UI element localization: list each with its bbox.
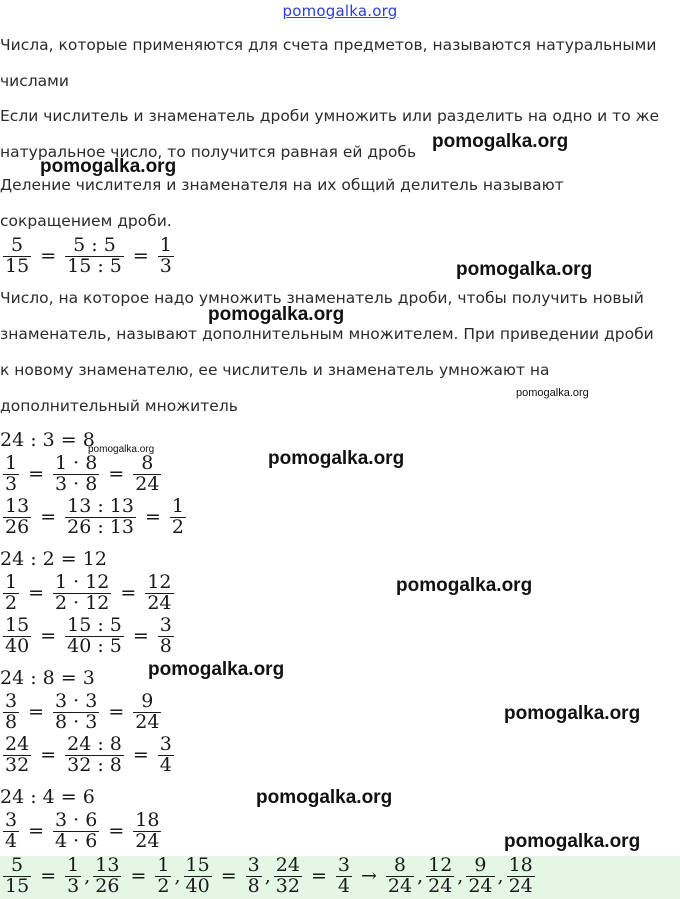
text-line: дополнительный множитель (0, 397, 238, 415)
text-line: числами (0, 72, 69, 90)
step4-fraction: $\frac{3}{4}$ = $\frac{3 \cdot 6}{4 \cdot 6}$ = $\frac{18}{24}$ (5, 809, 160, 852)
watermark: pomogalka.org (432, 131, 569, 152)
fraction: $\frac{1}{3}$ (159, 234, 172, 277)
watermark: pomogalka.org (88, 444, 155, 455)
watermark: pomogalka.org (256, 787, 393, 808)
text-line: Если числитель и знаменатель дроби умножить или разделить на одно и то же (0, 107, 660, 125)
paragraph-additional-multiplier (0, 280, 680, 424)
step2-fraction: $\frac{1}{2}$ = $\frac{1 \cdot 12}{2 \cdot 12}$ = $\frac{12}{24}$ (5, 571, 172, 614)
watermark: pomogalka.org (456, 259, 593, 280)
step2-lcm: 24 : 2 = 12 (0, 548, 107, 570)
text-line: Числа, которые применяются для счета предметов, называются натуральными (0, 36, 657, 54)
step1-fraction: $\frac{1}{3}$ = $\frac{1 \cdot 8}{3 \cdot 8}$ = $\frac{8}{24}$ (5, 452, 160, 495)
text-line: Деление числителя и знаменателя на их общий делитель называют (0, 176, 564, 194)
watermark: pomogalka.org (504, 831, 641, 852)
answer-expression: $\frac{5}{15}$ = $\frac{1}{3}$ , $\frac{13}{26}$ = $\frac{1}{2}$ , $\frac{15}{40}$ = $\frac{3}{8}$ , $\frac{24}{32}$ = $\frac{3}{4}$ → $\frac{8}{24}$ , $\frac{12}{24}$ , $\frac{9}{24}$ , $\frac{18}{24}$ (5, 856, 533, 897)
fraction: $\frac{5 : 5}{15 : 5}$ (67, 234, 122, 277)
step3-fraction: $\frac{3}{8}$ = $\frac{3 \cdot 3}{8 \cdot 3}$ = $\frac{9}{24}$ (5, 690, 160, 733)
watermark: pomogalka.org (208, 304, 345, 325)
fraction: $\frac{5}{15}$ (5, 234, 30, 277)
watermark: pomogalka.org (148, 659, 285, 680)
step1-lcm: 24 : 3 = 8 (0, 429, 95, 451)
watermark: pomogalka.org (504, 703, 641, 724)
watermark: pomogalka.org (268, 448, 405, 469)
example-reduction: $\frac{5}{15}$ = $\frac{5 : 5}{15 : 5}$ = $\frac{1}{3}$ (5, 234, 172, 277)
step2-reduce: $\frac{13}{26}$ = $\frac{13 : 13}{26 : 13}$ = $\frac{1}{2}$ (5, 495, 184, 538)
paragraph-natural-numbers (0, 27, 680, 99)
text-line: к новому знаменателю, ее числитель и знаменатель умножают на (0, 361, 550, 379)
watermark: pomogalka.org (396, 575, 533, 596)
watermark: pomogalka.org (40, 156, 177, 177)
watermark: pomogalka.org (516, 387, 589, 399)
text-line: Число, на которое надо умножить знаменатель дроби, чтобы получить новый (0, 289, 644, 307)
text-line: натуральное число, то получится равная ей дробь (0, 143, 417, 161)
text-line: сокращением дроби. (0, 212, 172, 230)
step3-reduce: $\frac{15}{40}$ = $\frac{15 : 5}{40 : 5}$ = $\frac{3}{8}$ (5, 614, 172, 657)
step4-lcm: 24 : 4 = 6 (0, 786, 95, 808)
step4-reduce: $\frac{24}{32}$ = $\frac{24 : 8}{32 : 8}$ = $\frac{3}{4}$ (5, 733, 172, 776)
text-line: знаменатель, называют дополнительным множителем. При приведении дроби (0, 325, 654, 343)
step3-lcm: 24 : 8 = 3 (0, 667, 95, 689)
answer-box (0, 856, 680, 899)
arrow-icon: → (360, 865, 377, 888)
site-link[interactable]: pomogalka.org (282, 2, 398, 20)
